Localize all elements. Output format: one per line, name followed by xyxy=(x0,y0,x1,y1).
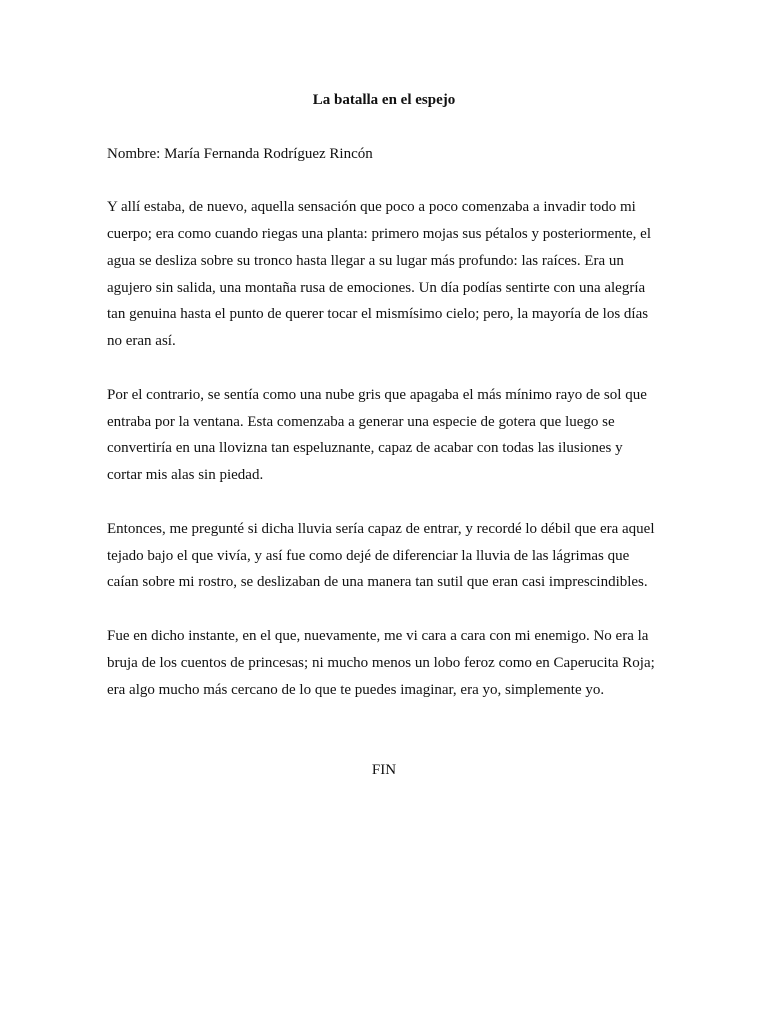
paragraph-line: bruja de los cuentos de princesas; ni mucho menos un lobo feroz como en Caperucita Roja; xyxy=(107,654,655,671)
document-title: La batalla en el espejo xyxy=(312,92,456,108)
paragraph-line: caían sobre mi rostro, se deslizaban de una manera tan sutil que eran casi imprescindibles. xyxy=(107,574,648,591)
paragraph-line: era algo mucho más cercano de lo que te puedes imaginar, era yo, simplemente yo. xyxy=(107,681,605,698)
paragraph-line: Y allí estaba, de nuevo, aquella sensación que poco a poco comenzaba a invadir todo mi xyxy=(107,199,636,216)
paragraph-line: convertiría en una llovizna tan espeluznante, capaz de acabar con todas las ilusiones y xyxy=(107,440,623,457)
paragraph-line: Por el contrario, se sentía como una nube gris que apagaba el más mínimo rayo de sol que xyxy=(107,386,647,403)
ending-text: FIN xyxy=(371,761,397,778)
paragraph-line: cortar mis alas sin piedad. xyxy=(107,467,264,484)
paragraph-line: Fue en dicho instante, en el que, nuevamente, me vi cara a cara con mi enemigo. No era la xyxy=(107,627,649,644)
paragraph-line: no eran así. xyxy=(107,333,176,350)
paragraph-2 xyxy=(107,382,667,489)
paragraph-line: entraba por la ventana. Esta comenzaba a generar una especie de gotera que luego se xyxy=(107,413,615,430)
paragraph-line: agujero sin salida, una montaña rusa de emociones. Un día podías sentirte con una alegría xyxy=(107,279,646,296)
paragraph-line: cuerpo; era como cuando riegas una planta: primero mojas sus pétalos y posteriormente, el xyxy=(107,225,651,242)
paragraph-1 xyxy=(107,194,667,355)
paragraph-line: tan genuina hasta el punto de querer tocar el mismísimo cielo; pero, la mayoría de los días xyxy=(107,306,649,323)
paragraph-line: Entonces, me pregunté si dicha lluvia sería capaz de entrar, y recordé lo débil que era aquel xyxy=(107,520,655,537)
author-line xyxy=(107,141,667,168)
paragraph-line: agua se desliza sobre su tronco hasta llegar a su lugar más profundo: las raíces. Era un xyxy=(107,252,624,269)
paragraph-4 xyxy=(107,623,667,703)
author-name: Nombre: María Fernanda Rodríguez Rincón xyxy=(107,145,373,162)
paragraph-3 xyxy=(107,516,667,596)
paragraph-line: tejado bajo el que vivía, y así fue como dejé de diferenciar la lluvia de las lágrimas que xyxy=(107,547,630,564)
